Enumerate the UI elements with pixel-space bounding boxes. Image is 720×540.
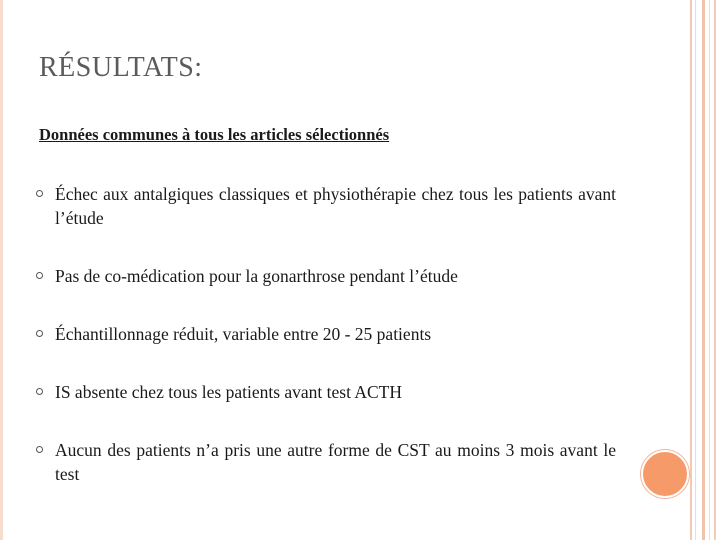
bullet-circle-icon [36, 272, 43, 279]
bullet-circle-icon [36, 190, 43, 197]
decor-line [695, 0, 696, 540]
decor-line [690, 0, 692, 540]
decor-line [714, 0, 716, 540]
bullet-circle-icon [36, 446, 43, 453]
bullet-circle-icon [36, 330, 43, 337]
decor-line [702, 0, 705, 540]
bullet-text: Échantillonnage réduit, variable entre 20 - 25 patients [55, 324, 432, 344]
right-decorative-band [686, 0, 720, 540]
bullet-item [36, 380, 616, 404]
accent-circle-decoration [641, 450, 689, 498]
bullet-text: Aucun des patients n’a pris une autre forme de CST au moins 3 mois avant le test [55, 440, 616, 484]
bullet-list [36, 182, 616, 486]
bullet-item [36, 322, 616, 346]
section-heading: Données communes à tous les articles sélectionnés [39, 125, 390, 144]
bullet-item [36, 264, 616, 288]
left-edge-decoration [0, 0, 3, 540]
bullet-item [36, 438, 616, 486]
slide-title: RÉSULTATS: [39, 52, 203, 83]
bullet-text: Pas de co-médication pour la gonarthrose pendant l’étude [55, 266, 458, 286]
bullet-text: Échec aux antalgiques classiques et physiothérapie chez tous les patients avant l’étude [55, 184, 616, 228]
bullet-circle-icon [36, 388, 43, 395]
decor-line [709, 0, 710, 540]
bullet-text: IS absente chez tous les patients avant test ACTH [55, 382, 403, 402]
bullet-item [36, 182, 616, 230]
